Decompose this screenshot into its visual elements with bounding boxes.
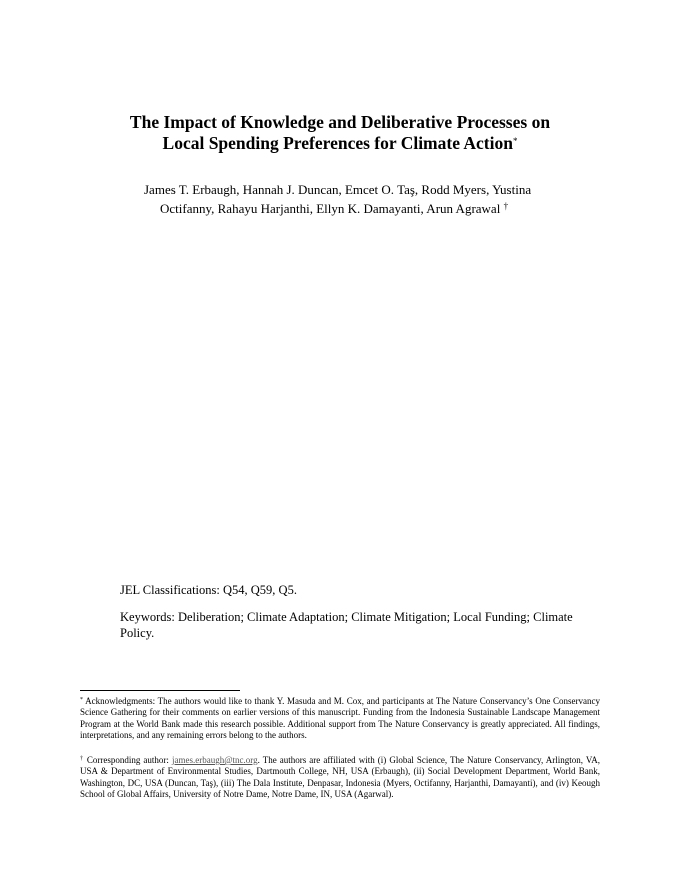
- footnote-acknowledgments: [80, 696, 600, 741]
- author-list: [144, 180, 564, 218]
- footnote-mark-asterisk: *: [80, 697, 83, 703]
- jel-classifications: JEL Classifications: Q54, Q59, Q5.: [120, 583, 297, 597]
- paper-title: [80, 112, 600, 154]
- title-footnote-mark: *: [512, 136, 518, 146]
- title-line-2: Local Spending Preferences for Climate Action: [162, 133, 513, 153]
- author-line-2: [144, 199, 564, 218]
- keywords: Keywords: Deliberation; Climate Adaptation; Climate Mitigation; Local Funding; Climate Policy.: [120, 610, 573, 640]
- author-line-2-text: Octifanny, Rahayu Harjanthi, Ellyn K. Damayanti, Arun Agrawal: [160, 201, 501, 216]
- footnote-mark-dagger: †: [80, 756, 84, 762]
- author-email-link[interactable]: james.erbaugh@tnc.org: [171, 755, 258, 765]
- footnote-separator: [80, 690, 240, 691]
- acknowledgments-text: Acknowledgments: The authors would like to thank Y. Masuda and M. Cox, and participants at The Nature Conservancy’s One Conservancy Science Gathering for their comments on earlier versions of this manuscript. Funding from the Indonesia Sustainable Landscape Management Program at the World Bank made this research possible. Additional support from The Nature Conservancy is greatly appreciated. All findings, interpretations, and any remaining errors belong to the authors.: [80, 696, 600, 740]
- footnote-corresponding-author: [80, 755, 600, 800]
- author-line-1: James T. Erbaugh, Hannah J. Duncan, Emcet O. Taş, Rodd Myers, Yustina: [144, 182, 532, 197]
- affiliations-text: . The authors are affiliated with (i) Global Science, The Nature Conservancy, Arlington, VA, USA & Department of Environmental Studies, Dartmouth College, NH, USA (Erbaugh), (ii) Social Development Department, World Bank, Washington, DC, USA (Duncan, Taş), (iii) The Dala Institute, Denpasar, Indonesia (Myers, Octifanny, Harjanthi, Damayanti), and (iv) Keough School of Global Affairs, University of Notre Dame, Notre Dame, IN, USA (Agarwal).: [80, 755, 601, 799]
- author-footnote-mark: †: [503, 201, 509, 211]
- title-line-1: The Impact of Knowledge and Deliberative Processes on: [129, 112, 551, 132]
- corresponding-author-label: Corresponding author:: [86, 755, 172, 765]
